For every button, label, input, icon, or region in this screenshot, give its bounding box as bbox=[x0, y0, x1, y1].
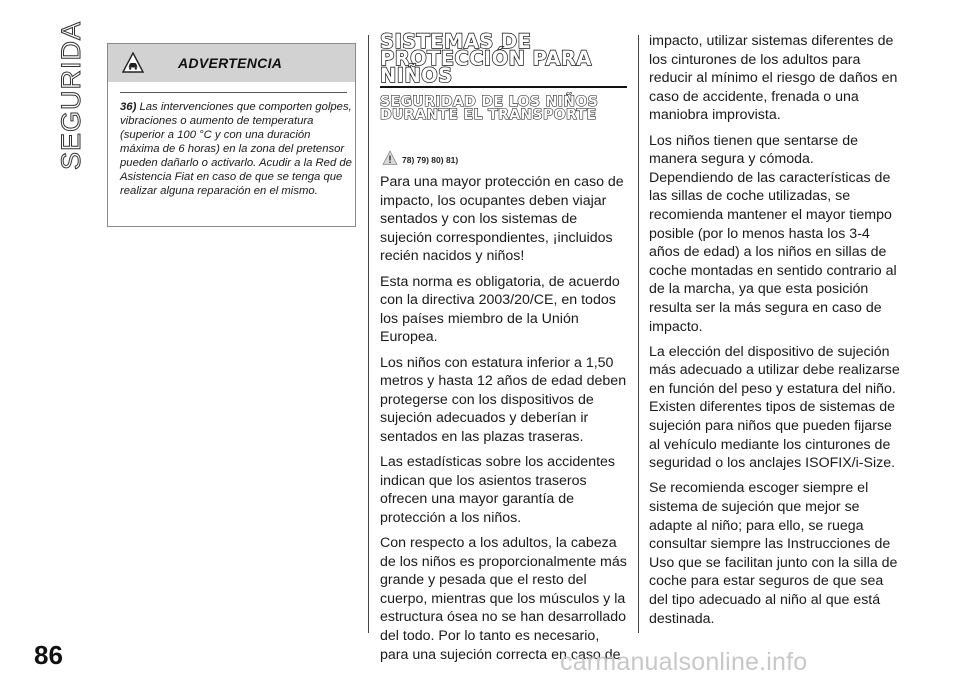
warning-divider bbox=[120, 92, 347, 93]
warning-title: ADVERTENCIA bbox=[178, 55, 283, 71]
warning-header bbox=[108, 44, 355, 82]
car-warning-icon bbox=[122, 52, 144, 74]
sub-heading: SEGURIDAD DE LOS NIÑOS DURANTE EL TRANSPORTE bbox=[380, 94, 599, 123]
warning-number: 36) bbox=[120, 101, 137, 113]
paragraph: Los niños tienen que sentarse de manera segura y cómoda. Dependiendo de las características de las sillas de coche utilizadas, se recomienda mantener el mayor tiempo posible (por lo menos hasta los 3-4 años de edad) a los niños en sillas de coche montadas en sentido contrario al de la marcha, ya que esta posición resulta ser la más segura en caso de impacto. bbox=[649, 132, 897, 335]
column-middle-text bbox=[380, 173, 630, 671]
paragraph: Las estadísticas sobre los accidentes indican que los asientos traseros ofrecen una mayor garantía de protección a los niños. bbox=[380, 454, 616, 526]
paragraph: Con respecto a los adultos, la cabeza de los niños es proporcionalmente más grande y pesada que el resto del cuerpo, mientras que los músculos y la estructura ósea no se han desarrollado del todo. Por lo tanto es necesario, para una sujeción correcta en caso de bbox=[380, 535, 627, 663]
warning-body: Las intervenciones que comporten golpes, vibraciones o aumento de temperatura (superior a 100 °C y con una duración máxima de 6 horas) en la zona del pretensor pueden dañarlo o activarlo. Acudir a la Red de Asistencia Fiat en caso de que se tenga que realizar alguna reparación en el mismo. bbox=[120, 101, 352, 197]
column-divider-left bbox=[368, 35, 369, 633]
warning-triangle-icon bbox=[382, 150, 398, 166]
paragraph: Para una mayor protección en caso de impacto, los ocupantes deben viajar sentados y con los sistemas de sujeción correspondientes, ¡incluidos recién nacidos y niños! bbox=[380, 174, 624, 265]
paragraph: Esta norma es obligatoria, de acuerdo con la directiva 2003/20/CE, en todos los países miembro de la Unión Europea. bbox=[380, 273, 620, 346]
warning-references: 78) 79) 80) 81) bbox=[402, 155, 459, 165]
paragraph: impacto, utilizar sistemas diferentes de los cinturones de los adultos para reducir al mínimo el riesgo de daños en caso de accidente, frenada o una maniobra improvista. bbox=[649, 33, 898, 124]
page-number: 86 bbox=[34, 640, 63, 670]
heading-rule bbox=[380, 86, 627, 88]
section-label bbox=[48, 20, 88, 170]
paragraph: Los niños con estatura inferior a 1,50 metros y hasta 12 años de edad deben protegerse con los dispositivos de sujeción adecuados y deberían ir sentados en las plazas traseras. bbox=[380, 354, 627, 445]
paragraph: Se recomienda escoger siempre el sistema de sujeción que mejor se adapte al niño; para ello, se ruega consultar siempre las Instrucciones de Uso que se facilitan junto con la silla de coche para estar seguros de que sea del tipo adecuado al niño al que está destinada. bbox=[649, 480, 898, 627]
column-right-text bbox=[649, 32, 901, 635]
column-divider-right bbox=[638, 35, 639, 633]
watermark: carmanualsonline.info bbox=[560, 648, 808, 676]
main-heading: SISTEMAS DE PROTECCIÓN PARA NIÑOS bbox=[380, 30, 592, 87]
section-label-text: SEGURIDAD bbox=[56, 20, 86, 170]
warning-box bbox=[107, 43, 356, 227]
paragraph: La elección del dispositivo de sujeción más adecuado a utilizar debe realizarse en función del peso y estatura del niño. Existen diferentes tipos de sistemas de sujeción para niños que pueden fijarse al vehículo mediante los cinturones de seguridad o los anclajes ISOFIX/i-Size. bbox=[649, 343, 900, 472]
warning-text bbox=[120, 100, 352, 198]
